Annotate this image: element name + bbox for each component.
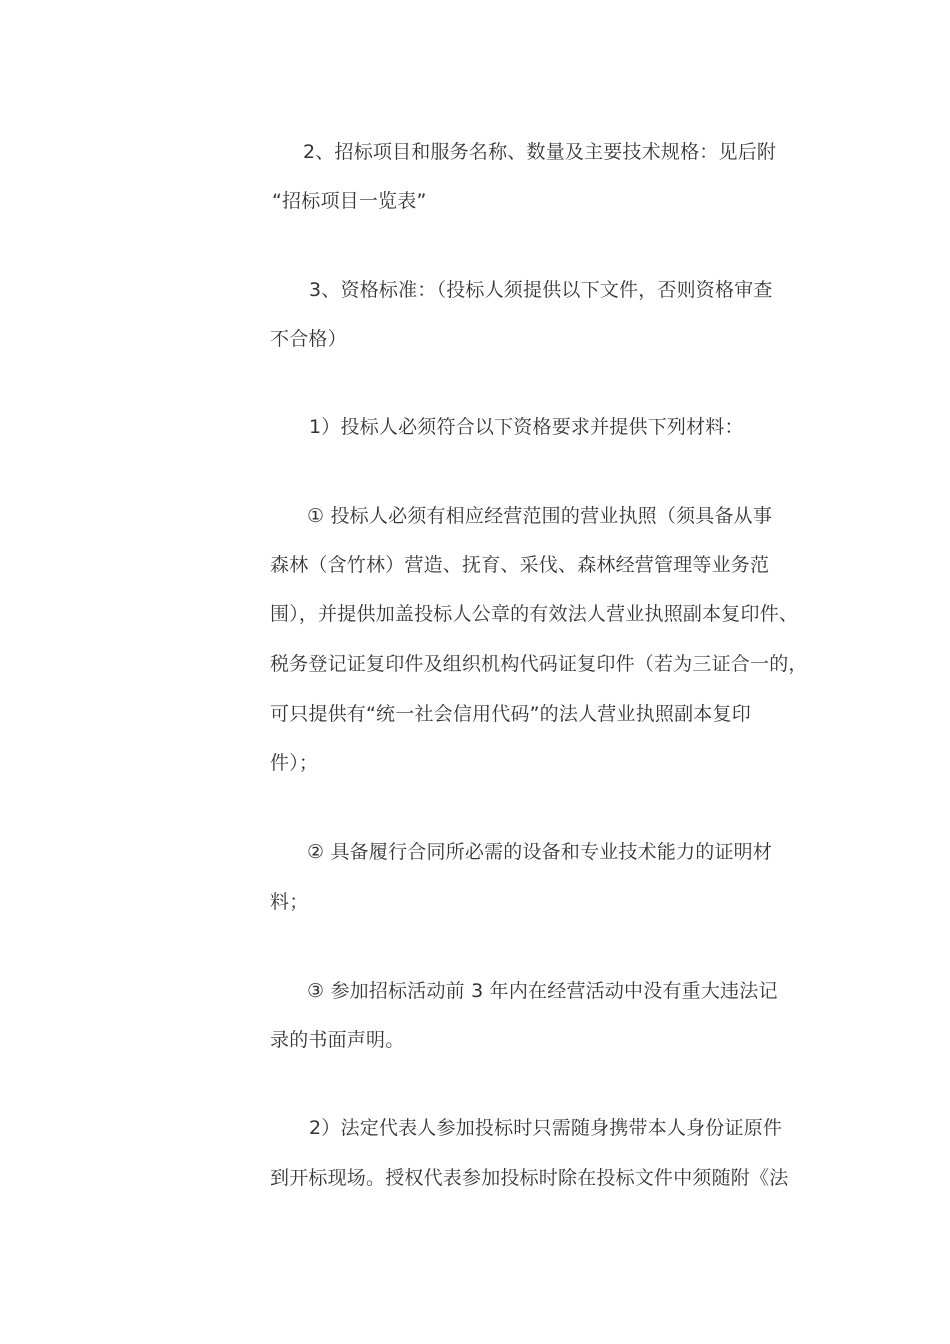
sub-2-line-1: 2）法定代表人参加投标时只需随身携带本人身份证原件 <box>309 1117 783 1139</box>
item-2-line-1: 2、招标项目和服务名称、数量及主要技术规格：见后附 <box>303 141 777 163</box>
req-1-line-2: 森林（含竹林）营造、抚育、采伐、森林经营管理等业务范 <box>270 554 770 576</box>
req-1-line-3: 围），并提供加盖投标人公章的有效法人营业执照副本复印件、 <box>270 603 799 625</box>
req-1-line-5: 可只提供有“统一社会信用代码”的法人营业执照副本复印 <box>270 703 751 725</box>
req-2-line-1: ② 具备履行合同所必需的设备和专业技术能力的证明材 <box>307 841 773 863</box>
item-3-line-1: 3、资格标准：（投标人须提供以下文件，否则资格审查 <box>309 279 773 301</box>
req-3-line-1: ③ 参加招标活动前 3 年内在经营活动中没有重大违法记 <box>307 980 778 1002</box>
req-1-line-1: ① 投标人必须有相应经营范围的营业执照（须具备从事 <box>307 505 773 527</box>
sub-1-line-1: 1）投标人必须符合以下资格要求并提供下列材料： <box>309 416 744 438</box>
req-1-line-4: 税务登记证复印件及组织机构代码证复印件（若为三证合一的， <box>270 653 808 675</box>
req-3-line-2: 录的书面声明。 <box>270 1029 405 1051</box>
req-2-line-2: 料； <box>270 891 309 913</box>
item-3-line-2: 不合格） <box>270 328 347 350</box>
req-1-line-6: 件）； <box>270 752 319 774</box>
item-2-line-2: “招标项目一览表” <box>272 190 427 212</box>
sub-2-line-2: 到开标现场。授权代表参加投标时除在投标文件中须随附《法 <box>270 1167 789 1189</box>
